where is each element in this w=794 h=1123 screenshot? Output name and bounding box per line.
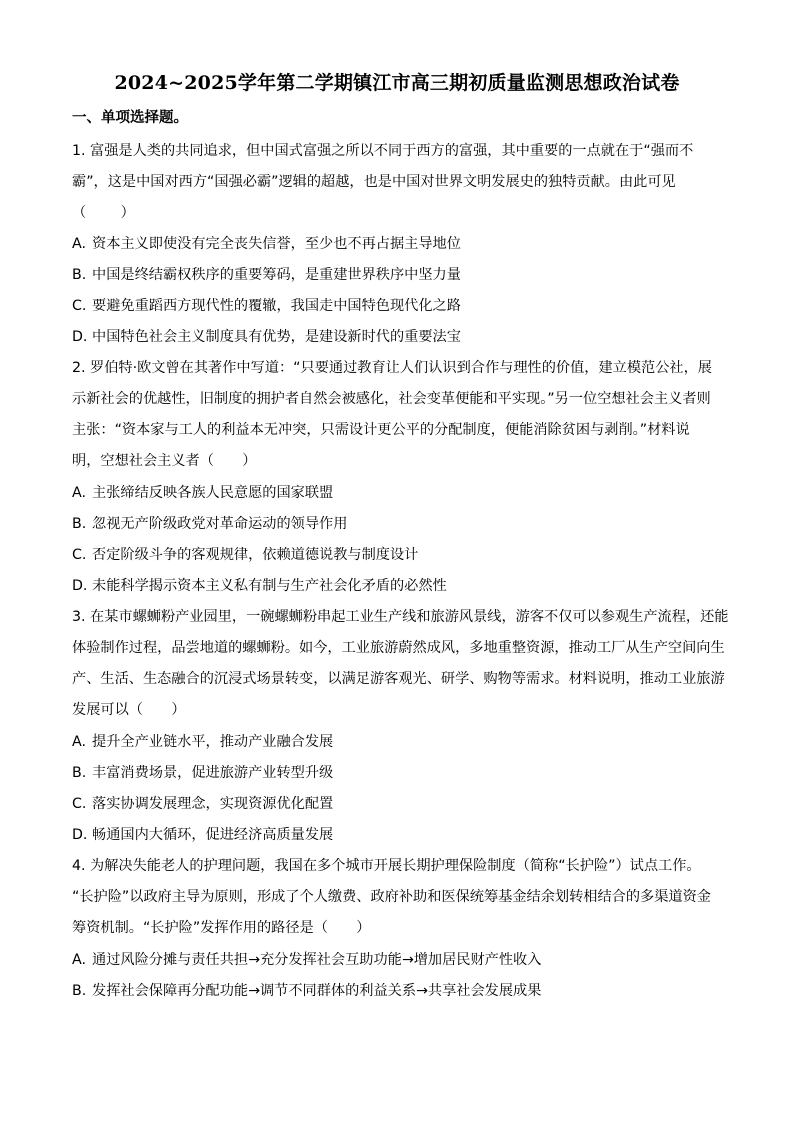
option-letter: A.: [72, 734, 86, 750]
option-text: 落实协调发展理念，实现资源优化配置: [92, 796, 334, 812]
question-3-option-c: [72, 794, 722, 814]
option-letter: B.: [72, 983, 87, 999]
question-3-option-a: [72, 732, 722, 752]
option-letter: C.: [72, 547, 87, 563]
question-2-line-3: 主张：“资本家与工人的利益本无冲突，只需设计更公平的分配制度，便能消除贫困与剥削。”材料说: [72, 422, 690, 438]
question-4-line-3: 筹资机制。“长护险”发挥作用的路径是（ ）: [72, 920, 371, 936]
option-text: 资本主义即使没有完全丧失信誉，至少也不再占据主导地位: [92, 236, 461, 252]
question-3-line-4: 发展可以（ ）: [72, 702, 186, 718]
question-2-option-d: [72, 576, 722, 596]
question-1-line-1: 1. 富强是人类的共同追求，但中国式富强之所以不同于西方的富强，其中重要的一点就在于“强而不: [72, 143, 694, 159]
question-4-option-b: [72, 981, 722, 1001]
option-text: 否定阶级斗争的客观规律，依赖道德说教与制度设计: [92, 547, 419, 563]
option-letter: D.: [72, 827, 88, 843]
question-2-option-a: [72, 483, 722, 503]
question-1-option-c: [72, 296, 722, 316]
option-letter: D.: [72, 578, 88, 594]
question-2-line-2: 示新社会的优越性，旧制度的拥护者自然会被感化，社会变革便能和平实现。”另一位空想社会主义者则: [72, 391, 711, 407]
question-3-option-d: [72, 825, 722, 845]
option-text: 主张缔结反映各族人民意愿的国家联盟: [92, 485, 334, 501]
option-letter: A.: [72, 952, 86, 968]
question-1-option-b: [72, 265, 722, 285]
option-letter: B.: [72, 765, 87, 781]
question-4-line-1: 4. 为解决失能老人的护理问题，我国在多个城市开展长期护理保险制度（简称“长护险”）试点工作。: [72, 858, 701, 874]
option-text: 中国特色社会主义制度具有优势，是建设新时代的重要法宝: [92, 329, 461, 345]
section-heading: 一、单项选择题。: [72, 110, 188, 126]
question-2-line-1: 2. 罗伯特·欧文曾在其著作中写道：“只要通过教育让人们认识到合作与理性的价值，建立模范公社，展: [72, 360, 712, 376]
option-text: 要避免重蹈西方现代性的覆辙，我国走中国特色现代化之路: [92, 298, 461, 314]
option-letter: C.: [72, 796, 87, 812]
option-text: 发挥社会保障再分配功能→调节不同群体的利益关系→共享社会发展成果: [92, 983, 542, 999]
option-letter: A.: [72, 236, 86, 252]
option-text: 丰富消费场景，促进旅游产业转型升级: [92, 765, 334, 781]
option-text: 提升全产业链水平，推动产业融合发展: [92, 734, 334, 750]
option-text: 未能科学揭示资本主义私有制与生产社会化矛盾的必然性: [92, 578, 447, 594]
question-2-line-4: 明，空想社会主义者（ ）: [72, 453, 257, 469]
question-4-option-a: [72, 950, 722, 970]
question-3-line-1: 3. 在某市螺蛳粉产业园里，一碗螺蛳粉串起工业生产线和旅游风景线，游客不仅可以参观生产流程，还能: [72, 609, 729, 625]
option-text: 中国是终结霸权秩序的重要筹码，是重建世界秩序中坚力量: [92, 267, 461, 283]
option-letter: D.: [72, 329, 88, 345]
question-1-option-a: [72, 234, 722, 254]
option-text: 畅通国内大循环，促进经济高质量发展: [92, 827, 334, 843]
question-3-line-3: 产、生活、生态融合的沉浸式场景转变，以满足游客观光、研学、购物等需求。材料说明，推动工业旅游: [72, 671, 725, 687]
option-text: 忽视无产阶级政党对革命运动的领导作用: [92, 516, 348, 532]
question-1-line-2: 霸”，这是中国对西方“国强必霸”逻辑的超越，也是中国对世界文明发展史的独特贡献。由此可见: [72, 174, 676, 190]
question-3-line-2: 体验制作过程，品尝地道的螺蛳粉。如今，工业旅游蔚然成风，多地重整资源，推动工厂从生产空间向生: [72, 640, 725, 656]
question-1-line-3: （ ）: [72, 205, 137, 221]
option-letter: B.: [72, 267, 87, 283]
option-letter: C.: [72, 298, 87, 314]
question-2-option-b: [72, 514, 722, 534]
question-2-option-c: [72, 545, 722, 565]
question-1-option-d: [72, 327, 722, 347]
option-letter: B.: [72, 516, 87, 532]
question-3-option-b: [72, 763, 722, 783]
option-letter: A.: [72, 485, 86, 501]
question-4-line-2: “长护险”以政府主导为原则，形成了个人缴费、政府补助和医保统筹基金结余划转相结合的多渠道资金: [72, 889, 711, 905]
option-text: 通过风险分摊与责任共担→充分发挥社会互助功能→增加居民财产性收入: [92, 952, 542, 968]
page-title: 2024~2025学年第二学期镇江市高三期初质量监测思想政治试卷: [114, 72, 680, 94]
